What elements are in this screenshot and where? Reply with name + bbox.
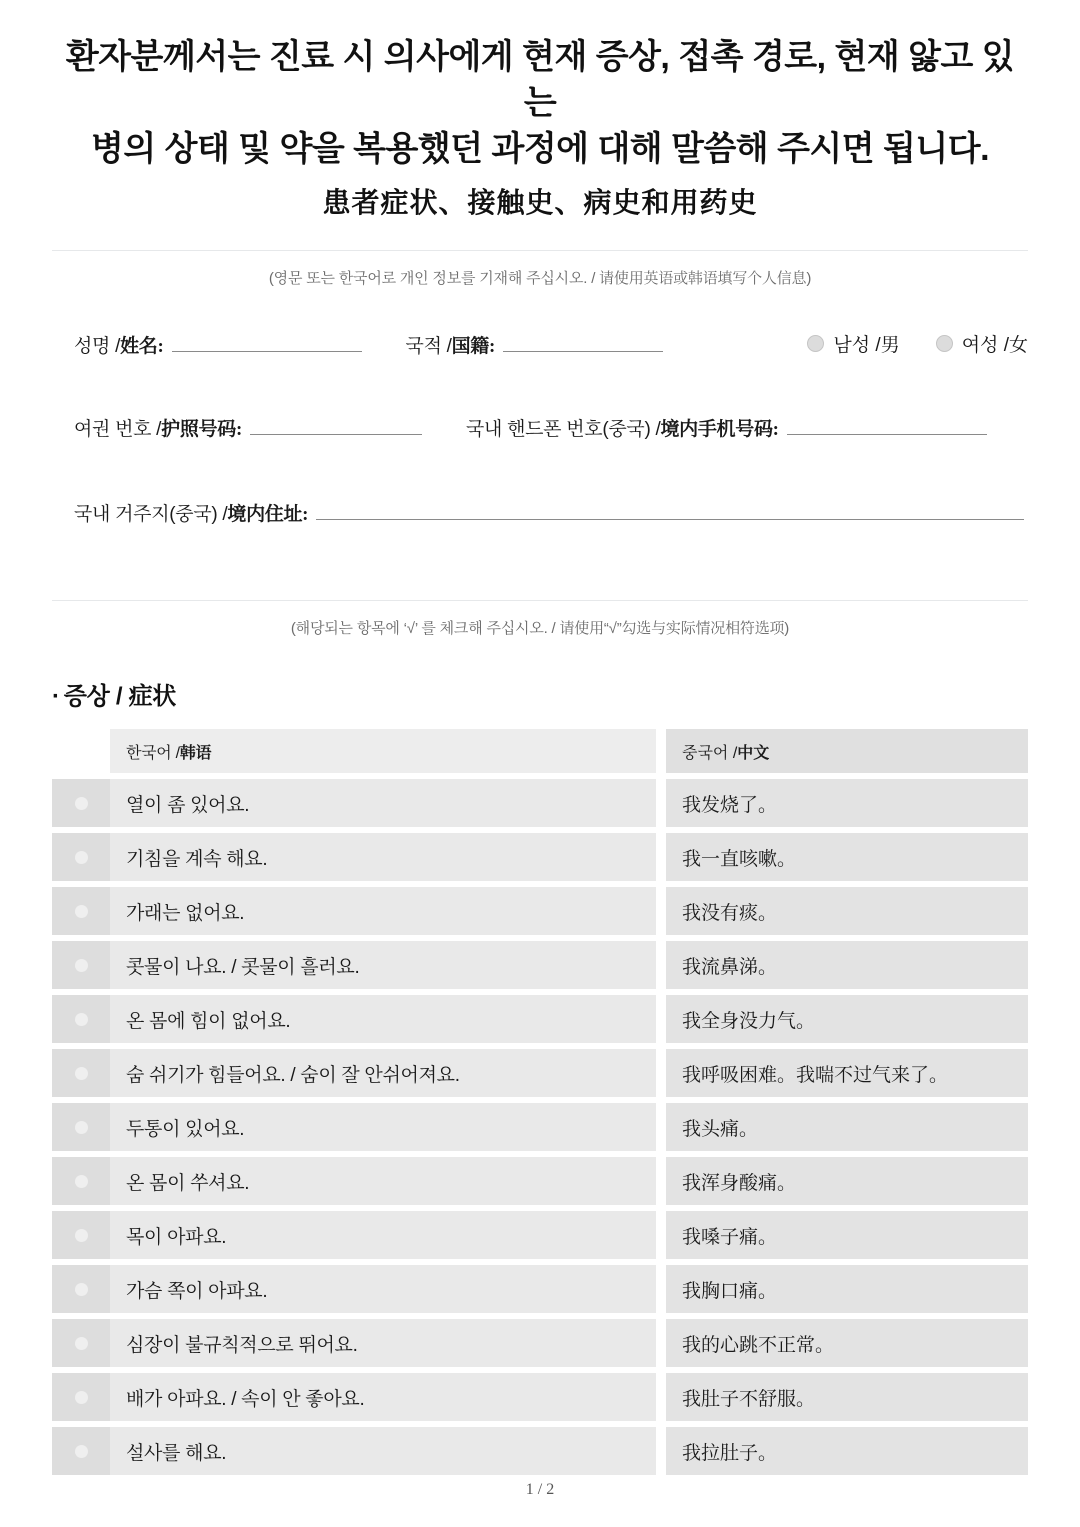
row-chinese-text: 我头痛。: [666, 1103, 1028, 1151]
row-chinese-text: 我没有痰。: [666, 887, 1028, 935]
table-row[interactable]: [52, 833, 1028, 881]
table-row[interactable]: [52, 1427, 1028, 1475]
gender-option-female[interactable]: [936, 330, 1028, 357]
page-title-korean: [54, 34, 1026, 172]
page-title-korean-line2: 병의 상태 및 약을 복용했던 과정에 대해 말씀해 주시면 됩니다.: [90, 130, 990, 168]
checkbox-circle-icon[interactable]: [75, 797, 88, 810]
row-checkbox-cell[interactable]: [52, 1427, 110, 1475]
address-field[interactable]: [316, 500, 1024, 520]
row-checkbox-cell[interactable]: [52, 1157, 110, 1205]
name-label: 성명 /姓名:: [74, 336, 164, 357]
table-row[interactable]: [52, 995, 1028, 1043]
row-chinese-text: 我流鼻涕。: [666, 941, 1028, 989]
row-korean-text: 기침을 계속 해요.: [110, 833, 656, 881]
symptom-table: [52, 729, 1028, 1475]
checkbox-circle-icon[interactable]: [75, 1445, 88, 1458]
name-nationality-gender-row: [52, 330, 1028, 358]
column-gap: [656, 1049, 666, 1097]
phone-field[interactable]: [787, 415, 987, 435]
page-title-korean-line1: 환자분께서는 진료 시 의사에게 현재 증상, 접촉 경로, 현재 앓고 있는: [65, 38, 1015, 122]
personal-info-form: [52, 288, 1028, 526]
row-korean-text: 콧물이 나요. / 콧물이 흘러요.: [110, 941, 656, 989]
column-header-chinese: 중국어 / 中文: [666, 729, 1028, 773]
radio-male-icon[interactable]: [807, 335, 824, 352]
passport-field[interactable]: [250, 415, 422, 435]
row-chinese-text: 我全身没力气。: [666, 995, 1028, 1043]
checkbox-circle-icon[interactable]: [75, 905, 88, 918]
address-row: [52, 499, 1028, 526]
page-title-chinese: 患者症状、接触史、病史和用药史: [322, 188, 758, 219]
row-korean-text: 가슴 쪽이 아파요.: [110, 1265, 656, 1313]
checkbox-circle-icon[interactable]: [75, 1337, 88, 1350]
column-gap: [656, 995, 666, 1043]
column-gap: [656, 1427, 666, 1475]
column-gap: [656, 1319, 666, 1367]
column-gap: [656, 779, 666, 827]
checkbox-circle-icon[interactable]: [75, 1067, 88, 1080]
table-row[interactable]: [52, 1319, 1028, 1367]
table-body: [52, 779, 1028, 1475]
row-korean-text: 온 몸에 힘이 없어요.: [110, 995, 656, 1043]
phone-label: 국내 핸드폰 번호(중국) /境内手机号码:: [465, 419, 779, 440]
document-title-block: [0, 0, 1080, 224]
row-chinese-text: 我的心跳不正常。: [666, 1319, 1028, 1367]
row-chinese-text: 我拉肚子。: [666, 1427, 1028, 1475]
checkbox-circle-icon[interactable]: [75, 959, 88, 972]
row-korean-text: 목이 아파요.: [110, 1211, 656, 1259]
row-chinese-text: 我浑身酸痛。: [666, 1157, 1028, 1205]
checkbox-circle-icon[interactable]: [75, 851, 88, 864]
column-gap: [656, 1157, 666, 1205]
row-korean-text: 설사를 해요.: [110, 1427, 656, 1475]
row-korean-text: 온 몸이 쑤셔요.: [110, 1157, 656, 1205]
row-chinese-text: 我嗓子痛。: [666, 1211, 1028, 1259]
checkbox-circle-icon[interactable]: [75, 1121, 88, 1134]
row-checkbox-cell[interactable]: [52, 941, 110, 989]
page-footer: 1 / 2: [525, 1481, 555, 1498]
gender-male-label: 남성 /男: [833, 335, 900, 356]
row-chinese-text: 我胸口痛。: [666, 1265, 1028, 1313]
gender-option-male[interactable]: [807, 330, 899, 357]
bullet-marker: ·: [52, 683, 60, 710]
row-chinese-text: 我发烧了。: [666, 779, 1028, 827]
checkbox-circle-icon[interactable]: [75, 1013, 88, 1026]
nationality-field[interactable]: [503, 332, 663, 352]
column-gap: [656, 729, 666, 773]
row-checkbox-cell[interactable]: [52, 995, 110, 1043]
row-checkbox-cell[interactable]: [52, 1103, 110, 1151]
section-label-ko: 증상 /: [63, 683, 129, 710]
table-row[interactable]: [52, 1211, 1028, 1259]
row-checkbox-cell[interactable]: [52, 1211, 110, 1259]
column-gap: [656, 1265, 666, 1313]
row-korean-text: 두통이 있어요.: [110, 1103, 656, 1151]
row-checkbox-cell[interactable]: [52, 833, 110, 881]
checkbox-circle-icon[interactable]: [75, 1229, 88, 1242]
section-heading-symptoms: [52, 638, 1028, 711]
name-field[interactable]: [172, 332, 362, 352]
table-header-row: [52, 729, 1028, 773]
checkbox-circle-icon[interactable]: [75, 1283, 88, 1296]
table-row[interactable]: [52, 1265, 1028, 1313]
column-gap: [656, 833, 666, 881]
column-gap: [656, 1211, 666, 1259]
table-row[interactable]: [52, 1049, 1028, 1097]
row-korean-text: 심장이 불규칙적으로 뛰어요.: [110, 1319, 656, 1367]
table-row[interactable]: [52, 887, 1028, 935]
table-row[interactable]: [52, 1103, 1028, 1151]
row-checkbox-cell[interactable]: [52, 1373, 110, 1421]
column-header-korean: 한국어 / 韩语: [110, 729, 656, 773]
gender-female-label: 여성 /女: [961, 335, 1028, 356]
row-checkbox-cell[interactable]: [52, 887, 110, 935]
section-label-zh: 症状: [128, 684, 176, 710]
row-korean-text: 가래는 없어요.: [110, 887, 656, 935]
column-gap: [656, 887, 666, 935]
row-checkbox-cell[interactable]: [52, 779, 110, 827]
passport-label: 여권 번호 /护照号码:: [74, 419, 242, 440]
column-gap: [656, 1103, 666, 1151]
checkbox-circle-icon[interactable]: [75, 1391, 88, 1404]
radio-female-icon[interactable]: [936, 335, 953, 352]
row-korean-text: 숨 쉬기가 힘들어요. / 숨이 잘 안쉬어져요.: [110, 1049, 656, 1097]
checkbox-circle-icon[interactable]: [75, 1175, 88, 1188]
row-korean-text: 배가 아파요. / 속이 안 좋아요.: [110, 1373, 656, 1421]
row-chinese-text: 我一直咳嗽。: [666, 833, 1028, 881]
table-row[interactable]: [52, 941, 1028, 989]
column-gap: [656, 1373, 666, 1421]
table-row[interactable]: [52, 779, 1028, 827]
nationality-label: 국적 /国籍:: [405, 336, 496, 357]
gender-radio-group: [807, 330, 1028, 357]
passport-phone-row: [52, 414, 1028, 441]
column-gap: [656, 941, 666, 989]
row-checkbox-cell[interactable]: [52, 1265, 110, 1313]
header-check-spacer: [52, 729, 110, 773]
address-label: 국내 거주지(중국) /境内住址:: [74, 504, 309, 525]
row-chinese-text: 我呼吸困难。我喘不过气来了。: [666, 1049, 1028, 1097]
row-checkbox-cell[interactable]: [52, 1319, 110, 1367]
row-korean-text: 열이 좀 있어요.: [110, 779, 656, 827]
row-chinese-text: 我肚子不舒服。: [666, 1373, 1028, 1421]
table-row[interactable]: [52, 1373, 1028, 1421]
personal-info-note: (영문 또는 한국어로 개인 정보를 기재해 주십시오. / 请使用英语或韩语填写个人信息): [268, 270, 812, 287]
checkbox-instruction-note: (해당되는 항목에 ‘√’ 를 체크해 주십시오. / 请使用“√”勾选与实际情况相符选项): [290, 620, 790, 637]
table-row[interactable]: [52, 1157, 1028, 1205]
row-checkbox-cell[interactable]: [52, 1049, 110, 1097]
